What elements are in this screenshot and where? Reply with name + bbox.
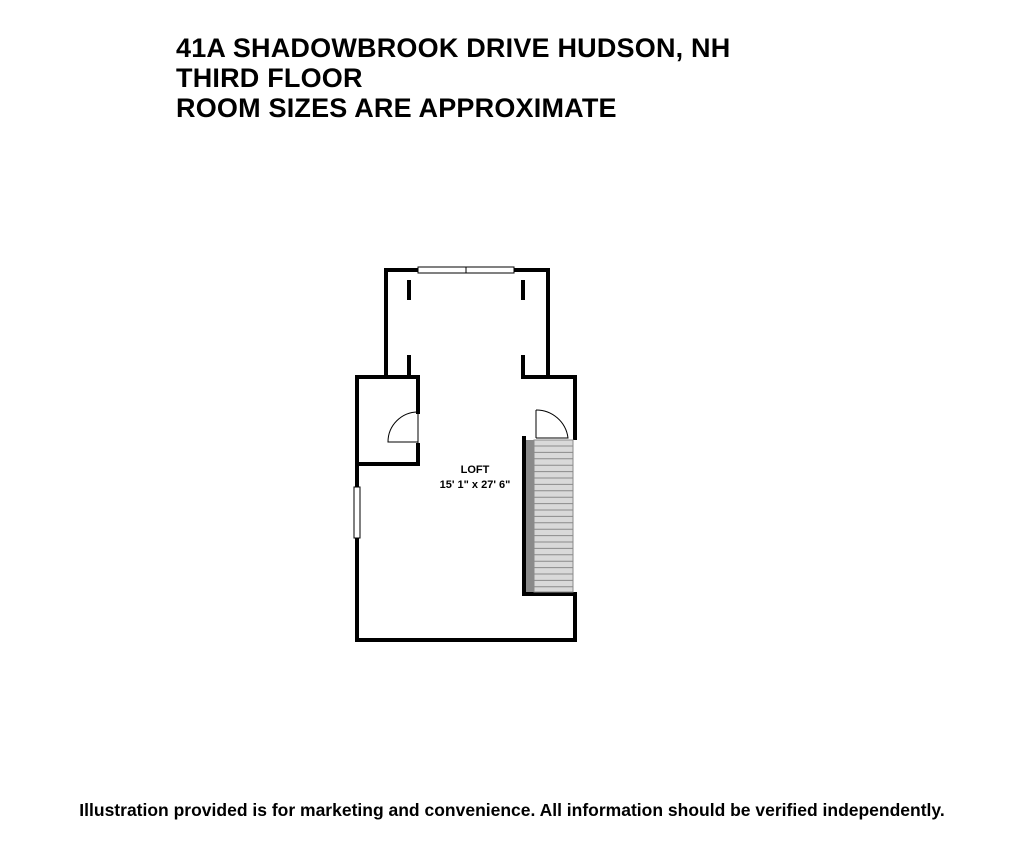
room-dimensions-loft: 15' 1" x 27' 6"	[439, 479, 511, 491]
floor-label: THIRD FLOOR	[176, 63, 363, 93]
stair-door	[536, 410, 568, 438]
room-name-loft: LOFT	[460, 464, 490, 476]
window-top	[418, 267, 514, 273]
staircase	[526, 440, 573, 592]
outer-wall-top-left	[386, 270, 418, 377]
window-left	[354, 487, 360, 538]
disclaimer: Illustration provided is for marketing and convenience. All information should be verified independently.	[79, 800, 945, 820]
outer-wall-left-upper	[357, 377, 386, 487]
room-size-note: ROOM SIZES ARE APPROXIMATE	[176, 93, 617, 123]
property-address: 41A SHADOWBROOK DRIVE HUDSON, NH	[176, 33, 731, 63]
closet-wall-lower	[357, 445, 418, 464]
wall-stub-right-bottom	[523, 357, 548, 377]
closet-door	[388, 412, 418, 445]
